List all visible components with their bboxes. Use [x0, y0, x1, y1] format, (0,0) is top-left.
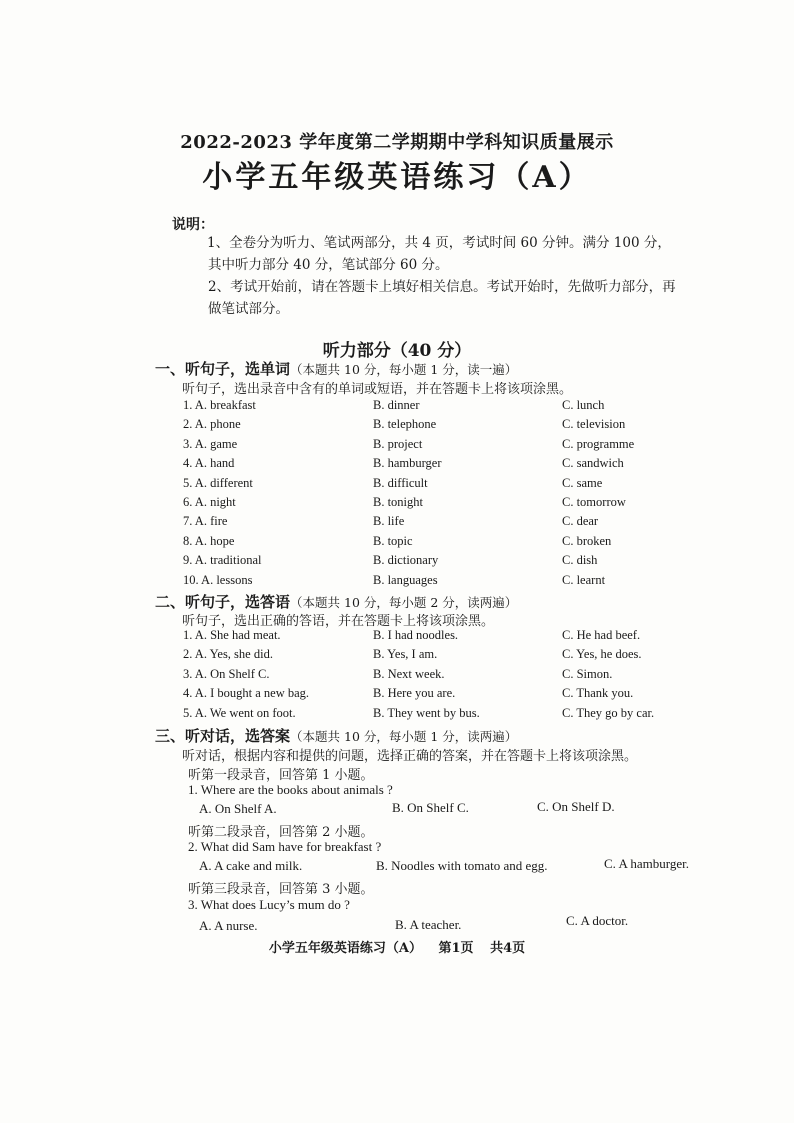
instruction-item-2: 2、考试开始前，请在答题卡上填好相关信息。考试开始时，先做听力部分，再做笔试部分。 [208, 279, 676, 317]
section1-row [0, 573, 794, 592]
section2-row [0, 686, 794, 705]
section1-heading: 一、听句子，选单词 [155, 360, 291, 378]
section1-option-a: 9. A. traditional [183, 553, 262, 568]
section3-heading: 三、听对话，选答案 [155, 727, 291, 745]
section2-option-a: 2. A. Yes, she did. [183, 647, 273, 662]
section2-row [0, 706, 794, 725]
section1-option-b: B. hamburger [373, 456, 442, 471]
section1-option-c: C. television [562, 417, 626, 432]
section2-option-a: 3. A. On Shelf C. [183, 666, 270, 681]
q1-option-a: A. On Shelf A. [199, 801, 277, 816]
section1-header [155, 358, 517, 379]
section1-option-b: B. life [373, 514, 405, 529]
section1-option-b: B. dinner [373, 398, 420, 412]
section1-option-c: C. sandwich [562, 456, 624, 471]
section1-option-b: B. project [373, 436, 423, 451]
section1-row [0, 437, 794, 456]
section1-note: （本题共 10 分，每小题 1 分，读一遍） [290, 362, 518, 377]
footer-page-number: 第1页 [438, 941, 474, 956]
q2-option-a: A. A cake and milk. [199, 858, 303, 873]
section1-option-c: C. programme [562, 436, 635, 451]
section2-instruction: 听句子，选出正确的答语，并在答题卡上将该项涂黑。 [182, 614, 495, 629]
section3-prompt-1: 听第一段录音，回答第 1 小题。 [188, 768, 374, 783]
section1-row [0, 514, 794, 533]
section1-option-b: B. topic [373, 533, 413, 548]
q1-option-c: C. On Shelf D. [537, 799, 615, 814]
section1-option-a: 2. A. phone [183, 417, 241, 432]
section2-option-b: B. They went by bus. [373, 705, 480, 720]
instructions-label: 说明： [172, 217, 214, 233]
section2-option-b: B. Here you are. [373, 686, 456, 701]
section1-row [0, 476, 794, 495]
section2-header [155, 591, 517, 612]
section2-option-c: C. Thank you. [562, 686, 634, 701]
section2-option-c: C. Yes, he does. [562, 647, 642, 662]
section1-instruction: 听句子，选出录音中含有的单词或短语，并在答题卡上将该项涂黑。 [182, 382, 573, 397]
section1-row [0, 417, 794, 436]
section3-question-2: 2. What did Sam have for breakfast ? [188, 839, 382, 854]
section2-option-a: 1. A. She had meat. [183, 628, 281, 642]
section2-option-c: C. He had beef. [562, 628, 641, 642]
section3-note: （本题共 10 分，每小题 1 分，读两遍） [290, 729, 518, 744]
section3-prompt-2: 听第二段录音，回答第 2 小题。 [188, 825, 374, 840]
section3-question-3: 3. What does Lucy’s mum do ? [188, 897, 350, 912]
section2-option-c: C. Simon. [562, 666, 613, 681]
section1-option-a: 7. A. fire [183, 514, 228, 529]
section1-row [0, 398, 794, 417]
footer-title: 小学五年级英语练习（A） [268, 941, 422, 956]
section1-option-a: 5. A. different [183, 475, 253, 490]
section1-option-c: C. same [562, 475, 603, 490]
section1-option-b: B. tonight [373, 495, 424, 509]
section1-option-c: C. lunch [562, 398, 605, 412]
section2-row [0, 647, 794, 666]
exam-title: 2022-2023 学年度第二学期期中学科知识质量展示 [180, 132, 614, 153]
section1-row [0, 456, 794, 475]
section1-option-c: C. dear [562, 514, 599, 529]
page-footer [0, 937, 794, 956]
section1-option-a: 3. A. game [183, 436, 238, 451]
section1-option-b: B. dictionary [373, 553, 439, 568]
section2-option-a: 4. A. I bought a new bag. [183, 686, 310, 701]
exam-subtitle: 小学五年级英语练习（A） [202, 160, 592, 195]
section1-option-c: C. learnt [562, 572, 606, 587]
section1-row [0, 553, 794, 572]
section1-row [0, 495, 794, 514]
section2-option-b: B. Yes, I am. [373, 647, 438, 662]
section1-option-a: 6. A. night [183, 495, 236, 509]
section3-question-1: 1. Where are the books about animals ? [188, 782, 393, 797]
section2-row [0, 628, 794, 647]
section1-option-a: 1. A. breakfast [183, 398, 256, 412]
section3-prompt-3: 听第三段录音，回答第 3 小题。 [188, 882, 374, 897]
section2-option-c: C. They go by car. [562, 705, 655, 720]
section2-option-b: B. I had noodles. [373, 628, 459, 642]
section1-option-b: B. languages [373, 572, 438, 587]
instruction-item-1: 1、全卷分为听力、笔试两部分，共 4 页，考试时间 60 分钟。满分 100 分，其中听力部分 40 分，笔试部分 60 分。 [207, 235, 671, 273]
q2-option-c: C. A hamburger. [604, 856, 689, 871]
section1-option-a: 10. A. lessons [183, 572, 253, 587]
section2-heading: 二、听句子，选答语 [155, 593, 291, 611]
q1-option-b: B. On Shelf C. [392, 800, 469, 815]
footer-total-pages: 共4页 [490, 941, 526, 956]
q3-option-a: A. A nurse. [199, 918, 258, 933]
section1-option-c: C. broken [562, 533, 612, 548]
section1-option-a: 8. A. hope [183, 533, 235, 548]
q3-option-c: C. A doctor. [566, 913, 629, 928]
section1-option-b: B. difficult [373, 475, 428, 490]
section2-note: （本题共 10 分，每小题 2 分，读两遍） [290, 595, 518, 610]
section3-instruction: 听对话，根据内容和提供的问题，选择正确的答案，并在答题卡上将该项涂黑。 [182, 749, 638, 764]
section2-option-a: 5. A. We went on foot. [183, 705, 296, 720]
section2-option-b: B. Next week. [373, 666, 445, 681]
q3-option-b: B. A teacher. [395, 917, 462, 932]
section1-option-a: 4. A. hand [183, 456, 235, 471]
section3-header [155, 725, 517, 746]
listening-heading: 听力部分（40 分） [322, 341, 472, 361]
q2-option-b: B. Noodles with tomato and egg. [376, 858, 548, 873]
section1-row [0, 534, 794, 553]
section1-option-b: B. telephone [373, 417, 437, 432]
section1-option-c: C. dish [562, 553, 598, 568]
section2-row [0, 667, 794, 686]
section1-option-c: C. tomorrow [562, 495, 626, 509]
